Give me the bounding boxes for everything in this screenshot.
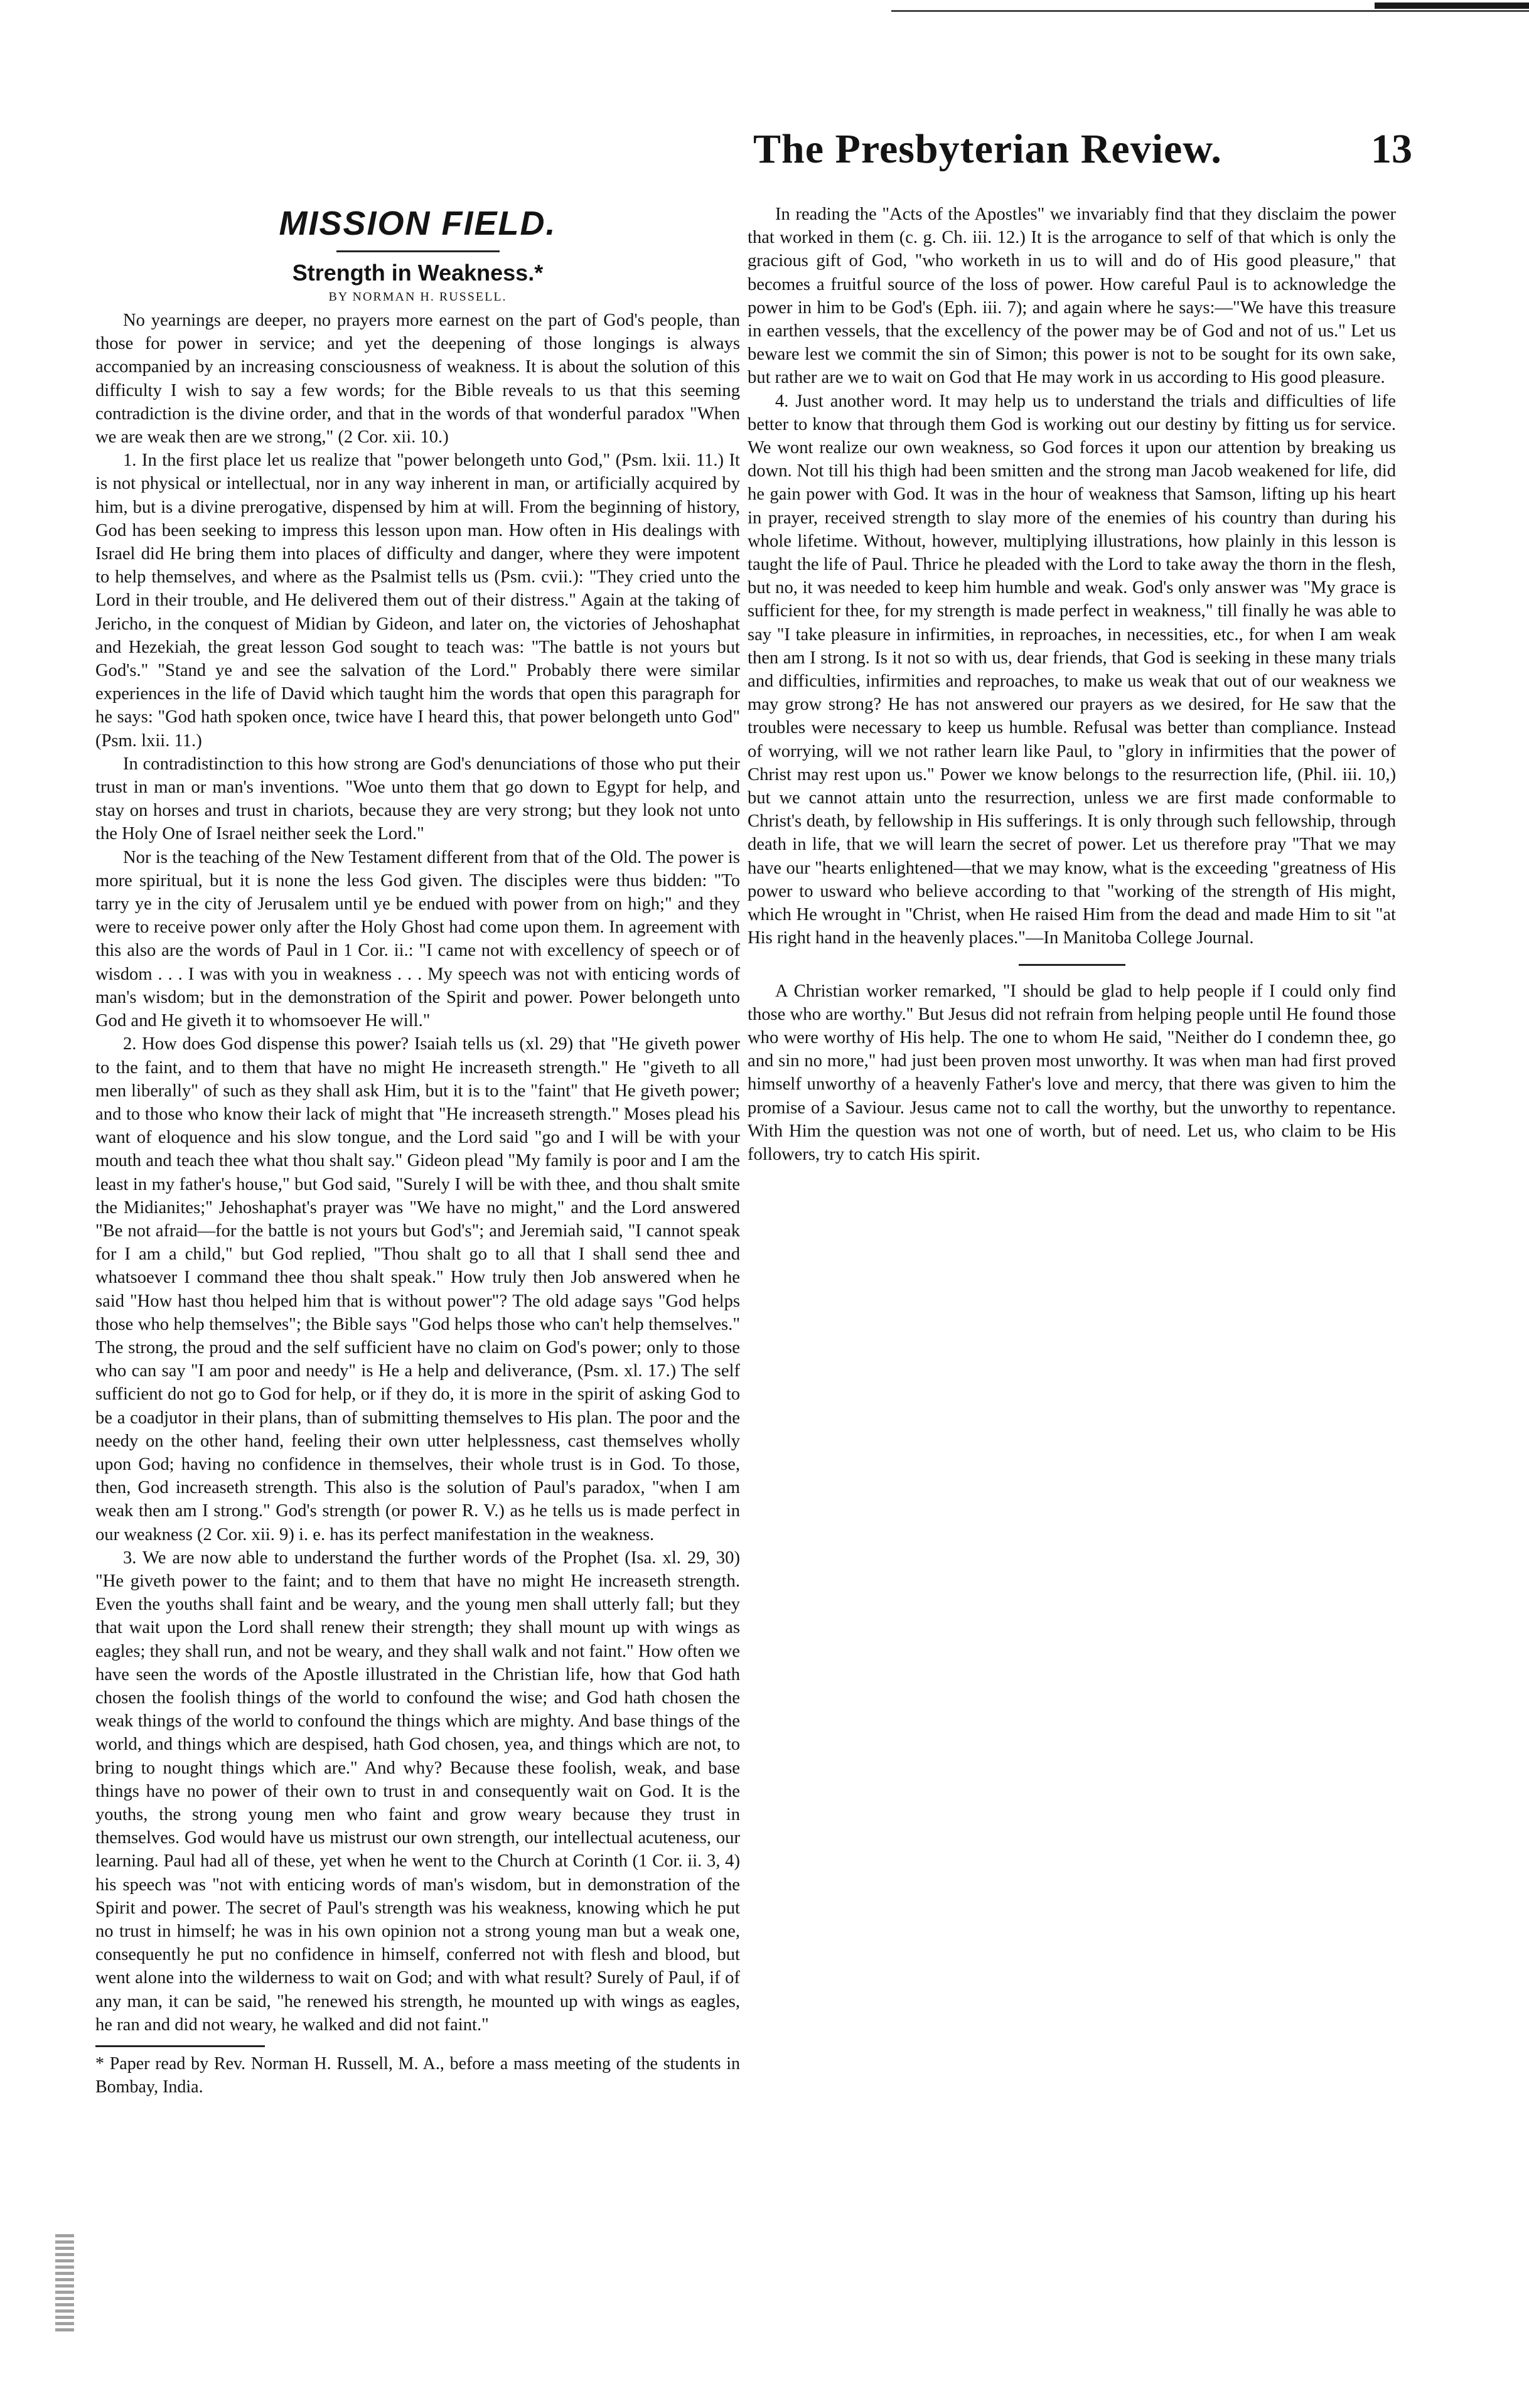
section-separator: [1019, 964, 1125, 966]
article-paragraph: 2. How does God dispense this power? Isaiah tells us (xl. 29) that "He giveth power to the faint, and to them that have no might He increaseth strength." He "giveth to all men liberally" of such as they shall ask Him, but it is to the "faint" that He giveth power; and to those who know their lack of might that "He increaseth strength." Moses plead his want of eloquence and his slow tongue, and the Lord said "go and I will be with your mouth and teach thee what thou shalt say." Gideon plead "My family is poor and I am the least in my father's house," but God said, "Surely I will be with thee, and thou shalt smite the Midianites;" Jehoshaphat's prayer was "We have no might," and the Lord answered "Be not afraid—for the battle is not yours but God's"; and Jeremiah said, "I cannot speak for I am a child," but God replied, "Thou shalt go to all that I shall send thee and whatsoever I command thee thou shalt speak." How truly then Job answered when he said "How hast thou helped him that is without power"? The old adage says "God helps those who help themselves"; the Bible says "God helps those who can't help themselves." The strong, the proud and the self sufficient have no claim on God's power; only to those who can say "I am poor and needy" is He a help and deliverance, (Psm. xl. 17.) The self sufficient do not go to God for help, or if they do, it is more in the spirit of asking God to be a coadjutor in their plans, than of submitting themselves to His plan. The poor and the needy on the other hand, feeling their own utter helplessness, cast themselves wholly upon God; having no confidence in themselves, their whole trust is in God. To those, then, God increaseth strength. This also is the solution of Paul's paradox, "when I am weak then am I strong." God's strength (or power R. V.) as he tells us is made perfect in our weakness (2 Cor. xii. 9) i. e. has its perfect manifestation in the weakness.: [95, 1034, 740, 1544]
page-number: 13: [1371, 126, 1412, 172]
byline: BY NORMAN H. RUSSELL.: [328, 290, 507, 304]
article-paragraph: In reading the "Acts of the Apostles" we invariably find that they disclaim the power that worked in them (c. g. Ch. iii. 12.) It is the arrogance to self of that which is only the gracious gift of God, "who worketh in us to will and do of His good pleasure," that becomes a fruitful source of the loss of power. How careful Paul is to acknowledge the power in him to be God's (Eph. iii. 7); and again where he says:—"We have this treasure in earthen vessels, that the excellency of the power may be of God and not of us." Let us beware lest we commit the sin of Simon; this power is not to be sought for its own sake, but rather are we to wait on God that He may work in us according to His good pleasure.: [748, 205, 1396, 388]
article-paragraph: 3. We are now able to understand the further words of the Prophet (Isa. xl. 29, 30) "He giveth power to the faint; and to them that have no might He increaseth strength. Even the youths shall faint and be weary, and the young men shall utterly fall; but they that wait upon the Lord shall renew their strength; they shall mount up with wings as eagles; they shall run, and not be weary, and they shall walk and not faint." How often we have seen the words of the Apostle illustrated in the Christian life, how that God hath chosen the foolish things of the world to confound the wise; and God hath chosen the weak things of the world to confound the things which are mighty. And base things of the world, and things which are despised, hath God chosen, yea, and things which are not, to bring to nought things which are." And why? Because these foolish, weak, and base things have no power of their own to trust in and consequently wait on God. It is the youths, the strong young men who faint and grow weary because they trust in themselves. God would have us mistrust our own strength, our intellectual acuteness, our learning. Paul had all of these, yet when he went to the Church at Corinth (1 Cor. ii. 3, 4) his speech was "not with enticing words of man's wisdom, but in demonstration of the Spirit and power. The secret of Paul's strength was his weakness, knowing which he put no trust in himself; he was in his own opinion not a strong young man but a weak one, consequently he put no confidence in himself, conferred not with flesh and blood, but went alone into the wilderness to wait on God; and with what result? Surely of Paul, if of any man, it can be said, "he renewed his strength, he mounted up with wings as eagles, he ran and did not weary, he walked and did not faint.": [95, 1548, 740, 2035]
article-paragraph: 4. Just another word. It may help us to understand the trials and difficulties of life better to know that through them God is working out our destiny by fitting us for service. We wont realize our own weakness, so God forces it upon our attention by breaking us down. Not till his thigh had been smitten and the strong man Jacob weakened for life, did he gain power with God. It was in the hour of weakness that Samson, lifting up his heart in prayer, received strength to slay more of the enemies of his country than during his whole lifetime. Without, however, multiplying illustrations, how plainly in this lesson is taught the life of Paul. Thrice he pleaded with the Lord to take away the thorn in the flesh, but no, it was needed to keep him humble and weak. God's only answer was "My grace is sufficient for thee, for my strength is made perfect in weakness," till finally he was able to say "I take pleasure in infirmities, in reproaches, in necessities, etc., for when I am weak then am I strong. Is it not so with us, dear friends, that God is seeking in these many trials and difficulties, infirmities and reproaches, to make us weak that out of our weakness we may grow strong? He has not answered our prayers as we desired, for He saw that the troubles were necessary to keep us humble. Refusal was better than compliance. Instead of worrying, will we not rather learn like Paul, to "glory in infirmities that the power of Christ may rest upon us." Power we know belongs to the resurrection life, (Phil. iii. 10,) but we cannot attain unto the resurrection, unless we are first made conformable to Christ's death, by fellowship in His sufferings. It is only through such fellowship, through death in life, that we will learn the secret of power. Let us therefore pray "That we may have our "hearts enlightened—that we may know, what is the exceeding "greatness of His power to usward who believe according to that "working of the strength of His might, which He wrought in "Christ, when He raised Him from the dead and made Him to sit "at His right hand in the heavenly places."—In Manitoba College Journal.: [748, 391, 1396, 948]
top-border: [0, 0, 1529, 13]
journal-title: The Presbyterian Review.: [753, 126, 1222, 172]
footnote-rule: [95, 2045, 265, 2047]
article-paragraph: 1. In the first place let us realize that "power belongeth unto God," (Psm. lxii. 11.) It is not physical or intellectual, nor in any way inherent in man, or artificially acquired by him, but is a divine prerogative, dispensed by him at will. From the beginning of history, God has been seeking to impress this lesson upon man. How often in His dealings with Israel did He bring them into places of difficulty and danger, where they were impotent to help themselves, and where as the Psalmist tells us (Psm. cvii.): "They cried unto the Lord in their trouble, and He delivered them out of their distress." Again at the taking of Jericho, in the conquest of Midian by Gideon, and later on, the victories of Jehoshaphat and Hezekiah, the great lesson God sought to teach was: "The battle is not yours but God's." "Stand ye and see the salvation of the Lord." Probably there were similar experiences in the life of David which taught him the words that open this paragraph for he says: "God hath spoken once, twice have I heard this, that power belongeth unto God" (Psm. lxii. 11.): [95, 451, 740, 751]
left-column: [95, 203, 740, 2099]
short-item: A Christian worker remarked, "I should be glad to help people if I could only find those who are worthy." But Jesus did not refrain from helping people until He found those who were worthy of His help. The one to whom He said, "Neither do I condemn thee, go and sin no more," had just been proven most unworthy. It was when man had first proved himself unworthy of a heavenly Father's love and mercy, that there was given to him the promise of a Saviour. Jesus came not to call the worthy, but the unworthy to repentance. With Him the question was not one of worth, but of need. Let us, who claim to be His followers, try to catch His spirit.: [748, 981, 1396, 1164]
article-paragraph: In contradistinction to this how strong are God's denunciations of those who put their trust in man or man's inventions. "Woe unto them that go down to Egypt for help, and stay on horses and trust in chariots, because they are very strong; but they look not unto the Holy One of Israel neither seek the Lord.": [95, 754, 740, 844]
running-head: [753, 126, 1412, 195]
section-title: MISSION FIELD.: [279, 205, 557, 242]
article-paragraph: No yearnings are deeper, no prayers more earnest on the part of God's people, than those for power in service; and yet the deepening of those longings is always accompanied by an increasing consciousness of weakness. It is about the solution of this difficulty I wish to say a few words; for the Bible reveals to us that this seeming contradiction is the divine order, and that in the words of that wonderful paradox "When we are weak then are we strong," (2 Cor. xii. 10.): [95, 311, 740, 447]
article-paragraph: Nor is the teaching of the New Testament different from that of the Old. The power is more spiritual, but it is none the less God given. The disciples were thus bidden: "To tarry ye in the city of Jerusalem until ye be endued with power from on high;" and they were to receive power only after the Holy Ghost had come upon them. In agreement with this also are the words of Paul in 1 Cor. ii.: "I came not with excellency of speech or of wisdom . . . I was with you in weakness . . . My speech was not with enticing words of man's wisdom; but in the demonstration of the Spirit and power. Power belongeth unto God and He giveth it to whomsoever He will.": [95, 847, 740, 1031]
binding-margin-mark: [55, 2234, 74, 2335]
article-title: Strength in Weakness.*: [292, 260, 544, 286]
right-column: [748, 203, 1396, 1166]
footnote: * Paper read by Rev. Norman H. Russell, M. A., before a mass meeting of the students in Bombay, India.: [95, 2054, 740, 2097]
title-rule: [336, 250, 500, 252]
